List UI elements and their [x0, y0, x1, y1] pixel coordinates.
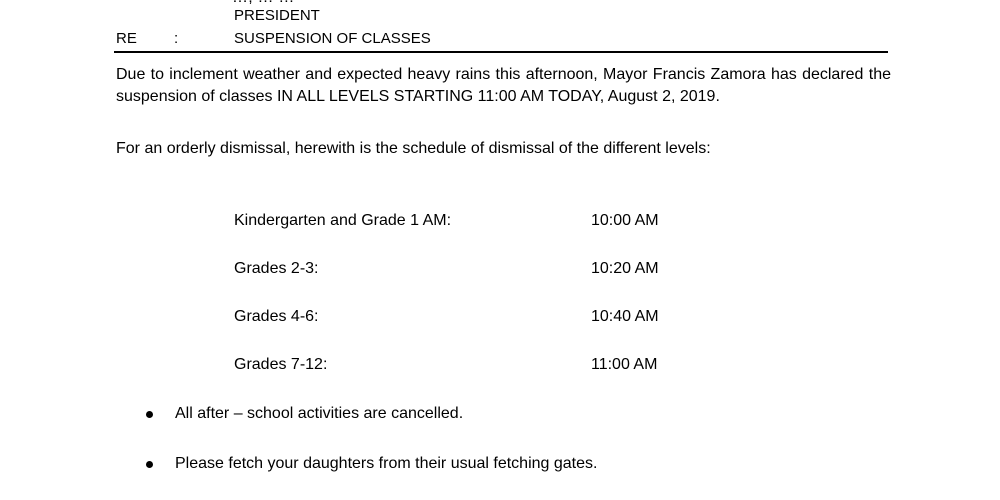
- bullet-icon: [146, 461, 153, 468]
- schedule-level: Grades 4-6:: [234, 308, 319, 325]
- re-subject: SUSPENSION OF CLASSES: [234, 30, 431, 47]
- schedule-time: 11:00 AM: [591, 356, 658, 373]
- from-title: PRESIDENT: [234, 7, 320, 24]
- re-label: RE: [116, 30, 137, 47]
- schedule-level: Kindergarten and Grade 1 AM:: [234, 212, 452, 229]
- cropped-header-text: [232, 0, 295, 7]
- list-item: Please fetch your daughters from their usual fetching gates.: [175, 455, 598, 472]
- announcement-paragraph: Due to inclement weather and expected heavy rains this afternoon, Mayor Francis Zamora has declared the suspension of classes IN ALL LEVELS STARTING 11:00 AM TODAY, August 2, 2019.: [116, 66, 891, 105]
- schedule-time: 10:20 AM: [591, 260, 659, 277]
- schedule-level: Grades 2-3:: [234, 260, 319, 277]
- re-colon: :: [174, 30, 179, 47]
- schedule-level: Grades 7-12:: [234, 356, 328, 373]
- bullet-icon: [146, 411, 153, 418]
- schedule-time: 10:40 AM: [591, 308, 659, 325]
- header-divider: [114, 51, 888, 53]
- schedule-time: 10:00 AM: [591, 212, 659, 229]
- dismissal-intro-paragraph: For an orderly dismissal, herewith is the schedule of dismissal of the different levels:: [116, 140, 711, 157]
- list-item: All after – school activities are cancelled.: [175, 405, 464, 422]
